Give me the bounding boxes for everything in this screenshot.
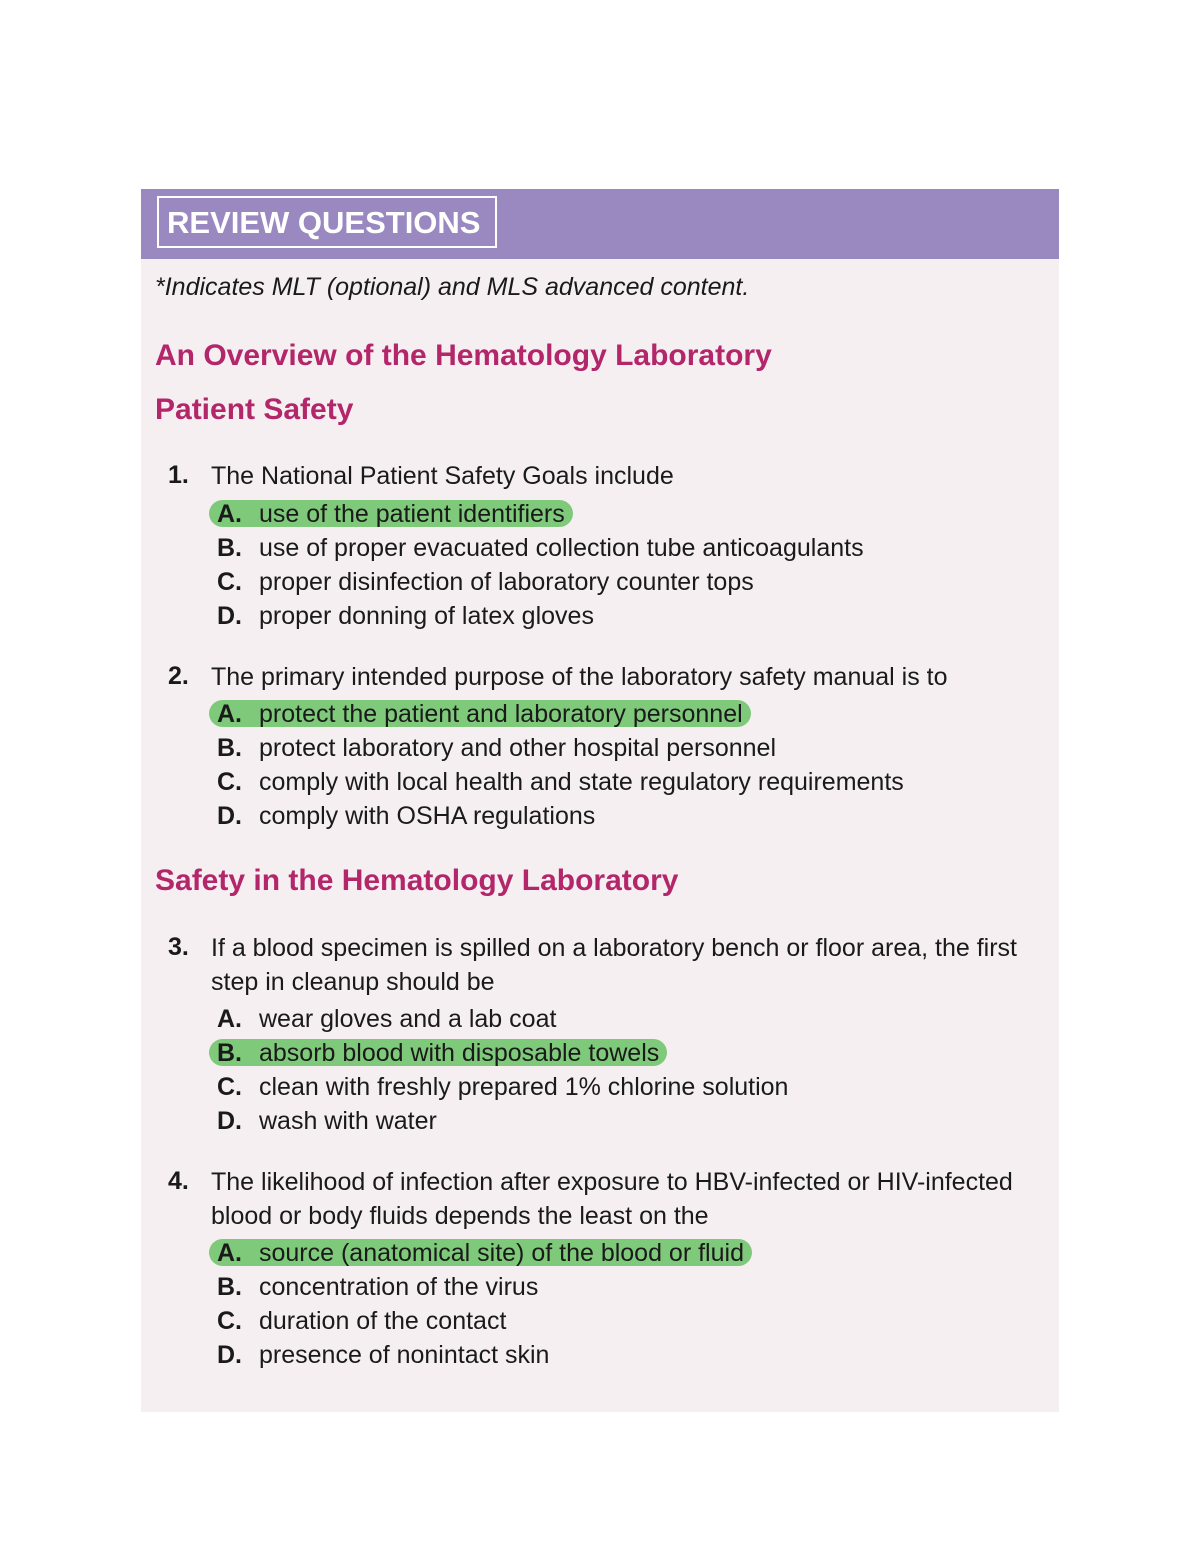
option-letter: D. xyxy=(217,602,242,630)
option-b xyxy=(217,531,864,565)
option-letter: B. xyxy=(217,534,242,562)
option-a xyxy=(217,497,565,531)
option-c xyxy=(217,1304,506,1338)
question-stem: If a blood specimen is spilled on a laboratory bench or floor area, the first step in cleanup should be xyxy=(211,934,1017,996)
question-stem: The National Patient Safety Goals include xyxy=(211,462,674,490)
option-d xyxy=(217,799,595,833)
option-letter: D. xyxy=(217,802,242,830)
option-b xyxy=(217,731,776,765)
option-letter: C. xyxy=(217,568,242,596)
option-letter: B. xyxy=(217,1039,242,1067)
option-letter: A. xyxy=(217,700,242,728)
option-c xyxy=(217,765,904,799)
option-d xyxy=(217,1338,549,1372)
question-number: 1. xyxy=(168,461,189,489)
option-text: comply with local health and state regulatory requirements xyxy=(259,768,904,796)
option-c xyxy=(217,565,754,599)
question-number: 4. xyxy=(168,1167,189,1195)
option-text: protect laboratory and other hospital personnel xyxy=(259,734,776,762)
option-letter: D. xyxy=(217,1341,242,1369)
review-questions-panel xyxy=(141,189,1059,1412)
section-heading-patient-safety: Patient Safety xyxy=(155,393,354,426)
option-letter: A. xyxy=(217,1005,242,1033)
option-letter: C. xyxy=(217,768,242,796)
question-stem: The primary intended purpose of the laboratory safety manual is to xyxy=(211,663,948,691)
option-text: protect the patient and laboratory personnel xyxy=(259,700,743,728)
option-text: absorb blood with disposable towels xyxy=(259,1039,660,1067)
option-letter: B. xyxy=(217,734,242,762)
option-d xyxy=(217,1104,437,1138)
question-number: 3. xyxy=(168,933,189,961)
option-a xyxy=(217,1236,744,1270)
section-heading-lab-safety: Safety in the Hematology Laboratory xyxy=(155,864,679,897)
option-text: clean with freshly prepared 1% chlorine solution xyxy=(259,1073,789,1101)
option-d xyxy=(217,599,594,633)
option-a xyxy=(217,697,743,731)
question-stem: The likelihood of infection after exposure to HBV-infected or HIV-infected blood or body fluids depends the least on the xyxy=(211,1168,1013,1230)
option-letter: C. xyxy=(217,1073,242,1101)
option-text: proper donning of latex gloves xyxy=(259,602,594,630)
option-b xyxy=(217,1036,659,1070)
option-text: wash with water xyxy=(259,1107,437,1135)
option-text: source (anatomical site) of the blood or fluid xyxy=(259,1239,744,1267)
advanced-content-note: *Indicates MLT (optional) and MLS advanced content. xyxy=(155,273,750,301)
option-letter: A. xyxy=(217,1239,242,1267)
option-b xyxy=(217,1270,538,1304)
option-text: concentration of the virus xyxy=(259,1273,539,1301)
option-text: wear gloves and a lab coat xyxy=(259,1005,557,1033)
option-text: proper disinfection of laboratory counter tops xyxy=(259,568,754,596)
option-text: comply with OSHA regulations xyxy=(259,802,596,830)
option-letter: A. xyxy=(217,500,242,528)
section-heading-overview: An Overview of the Hematology Laboratory xyxy=(155,339,772,372)
option-text: presence of nonintact skin xyxy=(259,1341,550,1369)
option-letter: D. xyxy=(217,1107,242,1135)
option-a xyxy=(217,1002,556,1036)
option-text: duration of the contact xyxy=(259,1307,507,1335)
review-questions-banner xyxy=(141,189,1059,259)
option-letter: C. xyxy=(217,1307,242,1335)
option-c xyxy=(217,1070,788,1104)
option-text: use of proper evacuated collection tube anticoagulants xyxy=(259,534,864,562)
question-number: 2. xyxy=(168,662,189,690)
option-letter: B. xyxy=(217,1273,242,1301)
option-text: use of the patient identifiers xyxy=(259,500,565,528)
banner-title: REVIEW QUESTIONS xyxy=(157,196,497,248)
